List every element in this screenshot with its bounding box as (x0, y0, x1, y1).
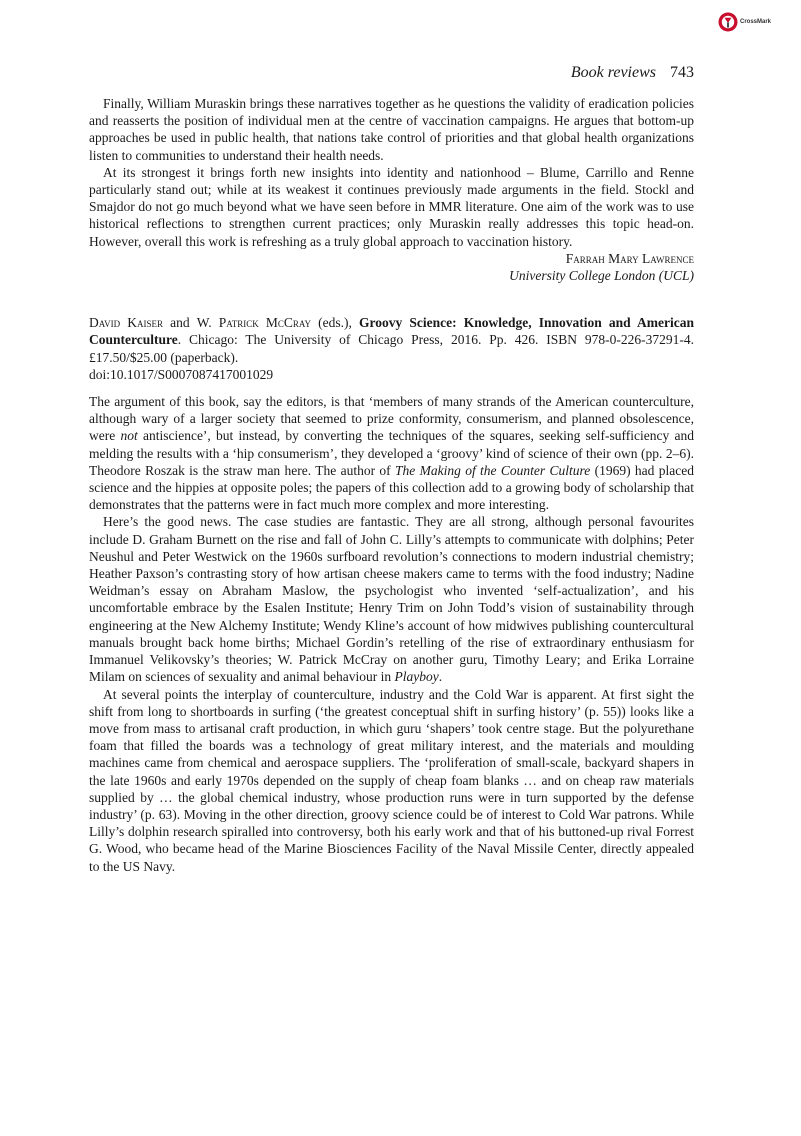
review-paragraph-3: At several points the interplay of counterculture, industry and the Cold War is apparent. At first sight the shift from long to shortboards in surfing (‘the greatest conceptual shift in surfing history’ (p. 55)) looks like a move from mass to artisanal craft production, in which guru ‘shapers’ took centre stage. But the polyurethane foam that filled the boards was a technology of great military interest, and the materials and moulding machines came from chemical and aerospace suppliers. The ‘proliferation of small-scale, backyard shapers in the late 1960s and early 1970s depended on the supply of cheap foam blanks … and on cheap raw materials supplied by … the global chemical industry, whose production runs were in turn supported by the defense industry’ (p. 63). Moving in the other direction, groovy science could be of interest to Cold War patrons. While Lilly’s dolphin research spiralled into controversy, both his early work and that of his buttoned-up rival Forrest G. Wood, who became head of the Marine Biosciences Facility of the Naval Missile Center, directly appealed to the US Navy. (89, 686, 694, 874)
prev-review-paragraph-2: At its strongest it brings forth new insights into identity and nationhood – Blume, Carrillo and Renne particularly stand out; while at its weakest it continues previously made arguments in the field. Stockl and Smajdor do not go much beyond what we have seen before in MMR literature. One aim of the work was to use historical reflections to strengthen current practices; only Muraskin really addresses this topic head-on. However, overall this work is refreshing as a truly global approach to vaccination history. (89, 164, 694, 249)
emphasis-not: not (120, 428, 138, 444)
text-run: The argument of this book, say the editors, is that ‘members of many strands of the American counterculture, although wary of a larger society that seemed to prize conformity, consumerism, and planned obsolescence, were (89, 394, 694, 444)
editor-1: David Kaiser (89, 315, 163, 331)
text-run: (1969) had placed science and the hippies at opposite poles; the papers of this collection add to a growing body of scholarship that demonstrates that the patterns were in fact much more complex and more interesting. (89, 462, 695, 513)
cited-book-title: The Making of the Counter Culture (395, 462, 591, 478)
reviewer-institution: University College London (UCL) (509, 268, 694, 284)
reviewer-signature (89, 250, 694, 284)
text-run: Here’s the good news. The case studies are fantastic. They are all strong, although personal favourites include D. Graham Burnett on the rise and fall of John C. Lilly’s attempts to communicate with dolphins; Peter Neushul and Peter Westwick on the 1960s surfboard revolution’s connections to modern industrial chemistry; Heather Paxson’s contrasting story of how artisan cheese makers came to terms with the food industry; Nadine Weidman’s essay on Abraham Maslow, the psychologist who invented ‘self-actualization’, and his uncomfortable embrace by the Esalen Institute; Henry Trim on John Todd’s vision of sustainability through engineering at the New Alchemy Institute; Wendy Kline’s account of how midwives publishing countercultural manuals brought back home births; Michael Gordin’s retelling of the rise of extraordinary enthusiasm for Immanuel Velikovsky’s theories; W. Patrick McCray on another guru, Timothy Leary; and Erika Lorraine Milam on sciences of sexuality and animal behaviour in (89, 514, 694, 685)
page-body (89, 95, 694, 875)
citation-and: and (162, 315, 197, 331)
reviewer-name: Farrah Mary Lawrence (565, 250, 694, 266)
text-run: antiscience’, but instead, by converting the techniques of the squares, seeking self-sufficiency and melding the results with a ‘hip consumerism’, they developed a ‘groovy’ kind of science of their own (pp. 2–6). Theodore Roszak is the straw man here. The author of (89, 428, 694, 478)
book-title: Groovy Science: Knowledge, Innovation and American Counterculture (89, 315, 694, 348)
crossmark-label: CrossMark (740, 19, 772, 25)
review-citation (89, 314, 694, 366)
doi[interactable]: doi:10.1017/S0007087417001029 (89, 366, 274, 382)
running-head (571, 64, 694, 82)
crossmark-icon (718, 12, 738, 32)
prev-review-paragraph-1: Finally, William Muraskin brings these narratives together as he questions the validity of eradication policies and reasserts the position of individual men at the centre of vaccination campaigns. He argues that bottom-up approaches be used in public health, that nations take control of priorities and that global health organizations listen to communities to understand their health needs. (89, 96, 694, 163)
citation-eds: (eds.), (311, 315, 360, 331)
editor-2: W. Patrick McCray (196, 315, 312, 331)
text-run: . (438, 669, 443, 685)
page-number: 743 (670, 64, 694, 81)
review-paragraph-1 (89, 393, 694, 513)
crossmark-badge[interactable] (718, 12, 771, 32)
publication-details: . Chicago: The University of Chicago Press, 2016. Pp. 426. ISBN 978-0-226-37291-4. £17.50/$25.00 (paperback). (89, 332, 694, 365)
review-paragraph-2 (89, 513, 694, 685)
magazine-title: Playboy (394, 669, 439, 685)
section-title: Book reviews (570, 64, 656, 81)
